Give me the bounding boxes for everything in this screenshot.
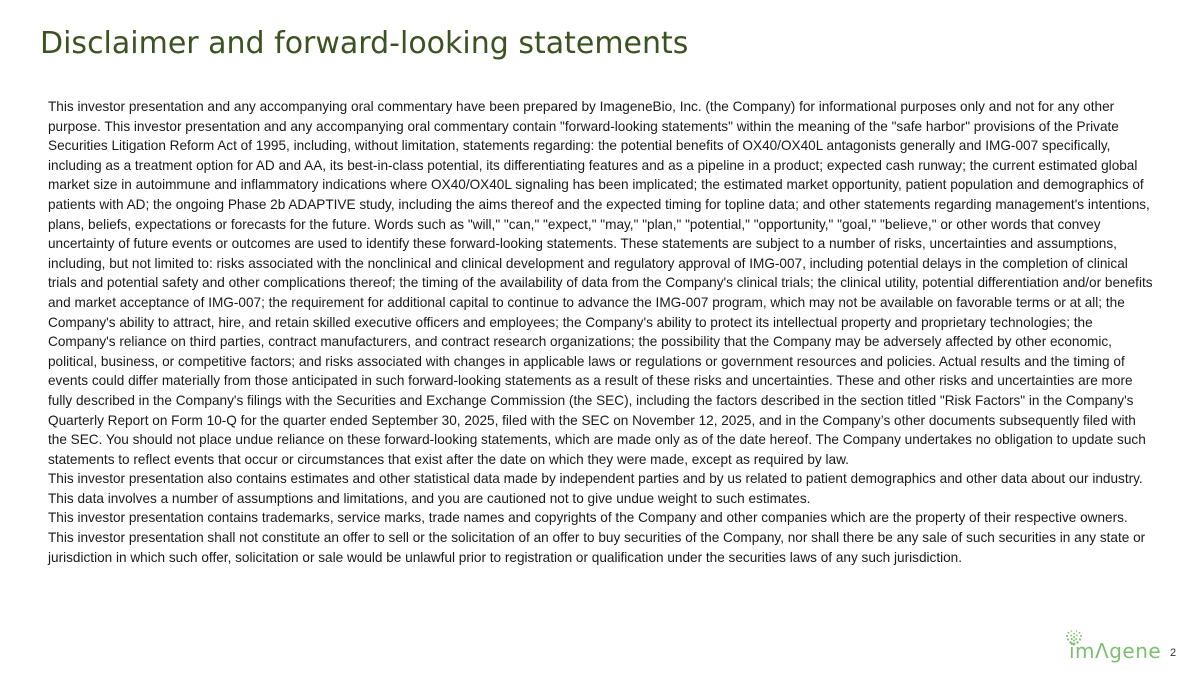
disclaimer-body [48, 97, 1156, 567]
logo-wordmark: imΛgene [1069, 639, 1162, 663]
page-number: 2 [1170, 647, 1177, 659]
statistical-data-paragraph: This investor presentation also contains estimates and other statistical data made by independent parties and by us related to patient demographics and other data about our industry. This data involves a number of assumptions and limitations, and you are cautioned not to give undue weight to such estimates. [48, 471, 1143, 506]
trademarks-paragraph: This investor presentation contains trademarks, service marks, trade names and copyrights of the Company and other companies which are the property of their respective owners. [48, 510, 1128, 526]
page-title: Disclaimer and forward-looking statements [40, 26, 689, 61]
no-offer-paragraph: This investor presentation shall not constitute an offer to sell or the solicitation of an offer to buy securities of the Company, nor shall there be any sale of such securities in any state or jurisdiction in which such offer, solicitation or sale would be unlawful prior to registration or qualification under the securities laws of any such jurisdiction. [48, 530, 1146, 565]
forward-looking-paragraph: This investor presentation and any accompanying oral commentary have been prepared by ImageneBio, Inc. (the Company) for informational purposes only and not for any other purpose. This investor presentation and any accompanying oral commentary contain "forward-looking statements" within the meaning of the "safe harbor" provisions of the Private Securities Litigation Reform Act of 1995, including, without limitation, statements regarding: the potential benefits of OX40/OX40L antagonists generally and IMG-007 specifically, including as a treatment option for AD and AA, its best-in-class potential, its differentiating features and as a pipeline in a product; expected cash runway; the current estimated global market size in autoimmune and inflammatory indications where OX40/OX40L signaling has been implicated; the estimated market opportunity, patient population and demographics of patients with AD; the ongoing Phase 2b ADAPTIVE study, including the aims thereof and the expected timing for topline data; and other statements regarding management's intentions, plans, beliefs, expectations or forecasts for the future. Words such as "will," "can," "expect," "may," "plan," "potential," "opportunity," "goal," "believe," or other words that convey uncertainty of future events or outcomes are used to identify these forward-looking statements. These statements are subject to a number of risks, uncertainties and assumptions, including, but not limited to: risks associated with the nonclinical and clinical development and regulatory approval of IMG-007, including potential delays in the completion of clinical trials and potential safety and other complications thereof; the timing of the availability of data from the Company's clinical trials; the clinical utility, potential differentiation and/or benefits and market acceptance of IMG-007; the requirement for additional capital to continue to advance the IMG-007 program, which may not be available on favorable terms or at all; the Company's ability to attract, hire, and retain skilled executive officers and employees; the Company's ability to protect its intellectual property and proprietary technologies; the Company's reliance on third parties, contract manufacturers, and contract research organizations; the possibility that the Company may be adversely affected by other economic, political, business, or competitive factors; and risks associated with changes in applicable laws or regulations or government resources and policies. Actual results and the timing of events could differ materially from those anticipated in such forward-looking statements as a result of these risks and uncertainties. These and other risks and uncertainties are more fully described in the Company's filings with the Securities and Exchange Commission (the SEC), including the factors described in the section titled "Risk Factors" in the Company's Quarterly Report on Form 10-Q for the quarter ended September 30, 2025, filed with the SEC on November 12, 2025, and in the Company’s other documents subsequently filed with the SEC. You should not place undue reliance on these forward-looking statements, which are made only as of the date hereof. The Company undertakes no obligation to update such statements to reflect events that occur or circumstances that exist after the date on which they were made, except as required by law. [48, 99, 1153, 467]
imagene-logo [1062, 630, 1162, 664]
